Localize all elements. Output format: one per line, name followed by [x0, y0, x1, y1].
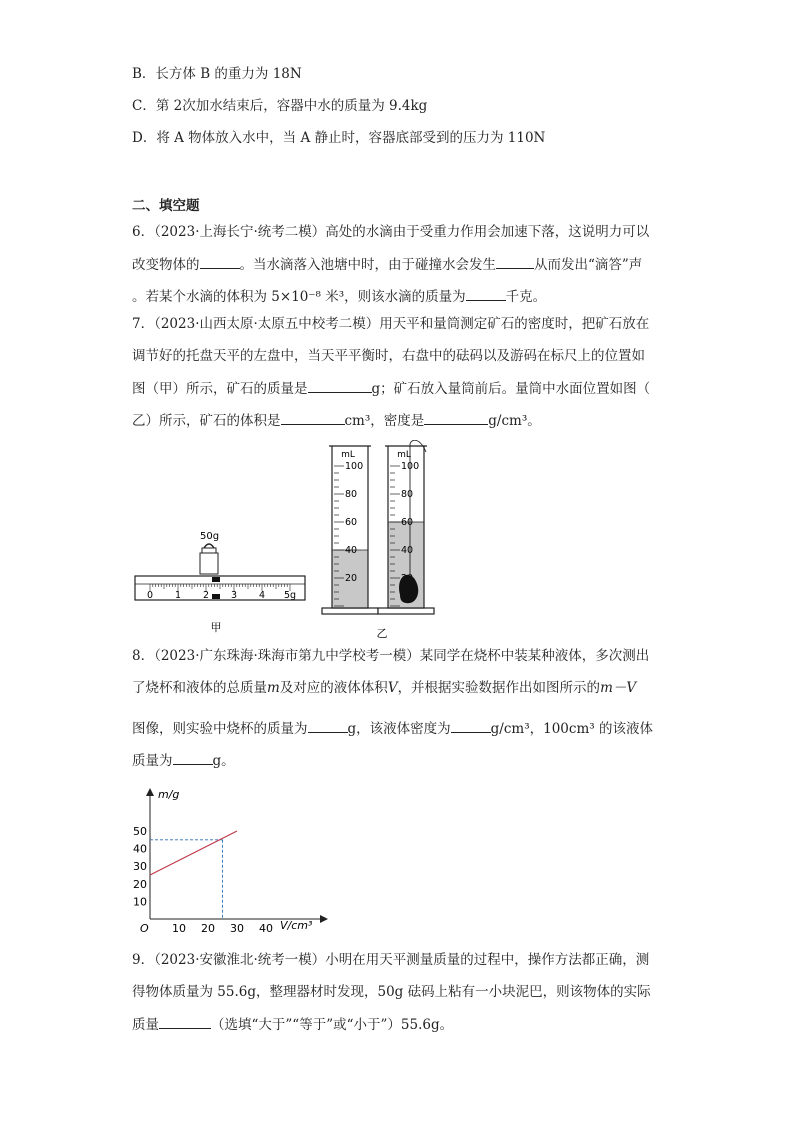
rider-bottom: [212, 594, 220, 599]
q8-text-h: 。: [221, 753, 235, 769]
caption-yi: 乙: [376, 627, 388, 640]
q6-text-e: 千克。: [505, 289, 547, 305]
origin-label: O: [140, 922, 149, 934]
q7-line1: 7．（2023·山西太原·太原五中校考二模）用天平和量筒测定矿石的密度时，把矿石放在: [132, 316, 650, 332]
scale-label: 0: [146, 590, 154, 601]
rider-scale: [135, 576, 305, 601]
q9-line3: [132, 1014, 453, 1035]
q9-blank-1[interactable]: [159, 1014, 211, 1029]
x-tick-label: 40: [259, 922, 273, 934]
cylinder-before: [322, 446, 378, 614]
y-tick-label: 20: [133, 877, 147, 891]
q8-text-b: 及对应的液体体积: [279, 680, 388, 696]
cylinder-base: [322, 608, 378, 614]
scale-label: 2: [202, 590, 210, 601]
option-d: D．将 A 物体放入水中，当 A 静止时，容器底部受到的压力为 110N: [132, 130, 546, 146]
cylinder-tick-label: 60: [401, 517, 414, 528]
q7-blank-1[interactable]: [308, 378, 372, 393]
cylinder-tick-label: 20: [345, 573, 358, 584]
x-tick-label: 10: [172, 922, 186, 934]
q6-text-a: 改变物体的: [132, 257, 200, 273]
scale-label: 5g: [283, 590, 297, 601]
q8-unit-g2: g: [212, 753, 222, 769]
cylinder-tick-label: 100: [401, 461, 420, 472]
q8-var-mv: m－V: [600, 680, 637, 696]
q8-text-g: 质量为: [132, 753, 173, 769]
q7-blank-2[interactable]: [281, 410, 345, 425]
cylinder-tick-label: 40: [345, 545, 358, 556]
cylinder-unit: mL: [397, 450, 411, 460]
x-tick-label: 30: [230, 922, 244, 934]
scale-label: 3: [230, 590, 238, 601]
x-tick-label: 20: [201, 922, 215, 934]
q6-line3: [132, 286, 546, 307]
q7-line4: [132, 410, 541, 431]
q6-blank-3[interactable]: [466, 286, 506, 301]
x-axis-label: V/cm³: [280, 919, 313, 932]
mv-chart: [130, 782, 330, 934]
q8-line1: 8．（2023·广东珠海·珠海市第九中学校考一模）某同学在烧杯中装某种液体，多次测出: [132, 648, 650, 664]
y-axis-label: m/g: [158, 788, 180, 801]
q6-text-d: 。若某个水滴的体积为 5×10⁻⁸ 米³，则该水滴的质量为: [132, 289, 466, 305]
figure-jia: [130, 526, 310, 646]
option-c: C．第 2次加水结束后，容器中水的质量为 9.4kg: [132, 98, 428, 114]
weight-label: 50g: [200, 531, 220, 542]
cylinder-after: [378, 440, 434, 614]
q8-line2: [132, 678, 636, 698]
rider-top: [212, 577, 220, 582]
y-tick-label: 10: [133, 895, 147, 909]
cylinder-tick-label: 80: [401, 489, 414, 500]
q7-text-e: g/cm³。: [488, 413, 541, 429]
q8-text-f: g/cm³，100cm³ 的该液体: [490, 721, 653, 737]
section-title: 二、填空题: [132, 198, 200, 214]
q8-blank-2[interactable]: [451, 718, 491, 733]
figure-yi: [320, 440, 450, 640]
cylinder-tick-label: 40: [401, 545, 414, 556]
q7-text-c: 乙）所示，矿石的体积是: [132, 413, 281, 429]
q9-text-a: 质量: [132, 1017, 159, 1033]
y-tick-label: 50: [133, 825, 147, 838]
y-tick-label: 30: [133, 860, 147, 874]
q8-line4: [132, 750, 235, 771]
q9-line1: 9．（2023·安徽淮北·统考一模）小明在用天平测量质量的过程中，操作方法都正确，测: [132, 952, 650, 968]
q6-blank-2[interactable]: [496, 254, 534, 269]
q6-blank-1[interactable]: [200, 254, 240, 269]
cylinder-unit: mL: [341, 450, 355, 460]
q8-text-e: ，该液体密度为: [356, 721, 451, 737]
q7-text-a: 图（甲）所示，矿石的质量是: [132, 381, 308, 397]
q6-text-c: 从而发出“滴答”声: [534, 257, 643, 273]
q7-blank-3[interactable]: [424, 410, 488, 425]
q8-blank-3[interactable]: [173, 750, 213, 765]
q9-line2: 得物体质量为 55.6g，整理器材时发现，50g 砝码上粘有一小块泥巴，则该物体的实际: [132, 984, 651, 1000]
q6-text-b: 。当水滴落入池塘中时，由于碰撞水会发生: [239, 257, 496, 273]
series-line: [150, 831, 237, 875]
weight-50g: [200, 531, 219, 574]
q8-unit-g: g: [347, 721, 357, 737]
option-b: B．长方体 B 的重力为 18N: [132, 66, 302, 82]
cylinder-tick-label: 80: [345, 489, 358, 500]
caption-jia: 甲: [210, 621, 222, 634]
q8-var-v: V: [387, 680, 398, 696]
q8-var-m: m: [267, 680, 280, 696]
cylinder-tick-label: 60: [345, 517, 358, 528]
q8-blank-1[interactable]: [308, 718, 348, 733]
q8-text-a: 了烧杯和液体的总质量: [132, 680, 267, 696]
q8-text-d: 图像，则实验中烧杯的质量为: [132, 721, 308, 737]
q8-line3: [132, 718, 653, 739]
cylinder-tick-label: 100: [345, 461, 364, 472]
q6-line1: 6．（2023·上海长宁·统考二模）高处的水滴由于受重力作用会加速下落，这说明力可以: [132, 224, 650, 240]
cylinder-base: [378, 608, 434, 614]
q7-line2: 调节好的托盘天平的左盘中，当天平平衡时，右盘中的砝码以及游码在标尺上的位置如: [132, 348, 645, 364]
scale-label: 1: [174, 590, 182, 601]
q7-text-d: cm³，密度是: [344, 413, 425, 429]
q7-text-b: g；矿石放入量筒前后。量筒中水面位置如图（: [371, 381, 651, 397]
scale-label: 4: [258, 590, 266, 601]
q8-text-c: ，并根据实验数据作出如图所示的: [397, 680, 601, 696]
y-tick-label: 40: [133, 842, 147, 856]
q6-line2: [132, 254, 642, 275]
q7-line3: [132, 378, 650, 399]
q9-text-b: （选填“大于”“等于”或“小于”）55.6g。: [211, 1017, 454, 1033]
